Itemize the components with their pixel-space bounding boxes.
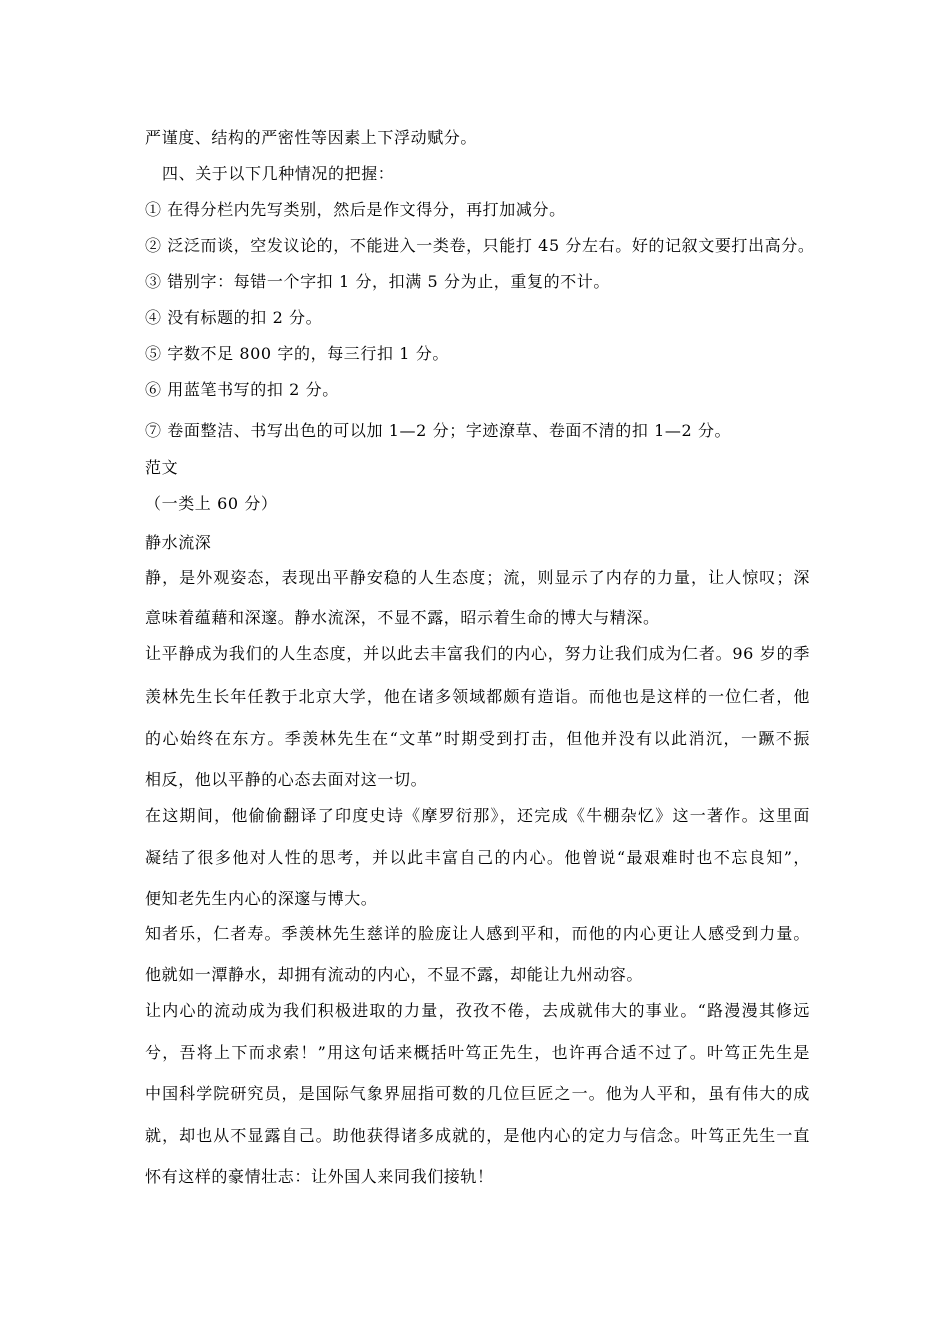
section-heading: 四、关于以下几种情况的把握： xyxy=(162,164,395,183)
essay-line: 就，却也从不显露自己。助他获得诸多成就的，是他内心的定力与信念。叶笃正先生一直 xyxy=(145,1126,810,1145)
essay-line: 让内心的流动成为我们积极进取的力量，孜孜不倦，去成就伟大的事业。“路漫漫其修远 xyxy=(145,1001,810,1020)
essay-title: 静水流深 xyxy=(145,533,212,552)
scoring-rule: ③ 错别字：每错一个字扣 1 分，扣满 5 分为止，重复的不计。 xyxy=(145,272,610,291)
scoring-rule: ⑥ 用蓝笔书写的扣 2 分。 xyxy=(145,380,339,399)
essay-line: 兮，吾将上下而求索！”用这句话来概括叶笃正先生，也许再合适不过了。叶笃正先生是 xyxy=(145,1043,810,1062)
essay-line: 相反，他以平静的心态去面对这一切。 xyxy=(145,770,428,789)
scoring-rule: ⑤ 字数不足 800 字的，每三行扣 1 分。 xyxy=(145,344,449,363)
essay-line: 让平静成为我们的人生态度，并以此去丰富我们的内心，努力让我们成为仁者。96 岁的季 xyxy=(145,644,810,663)
essay-line: 知者乐，仁者寿。季羡林先生慈详的脸庞让人感到平和，而他的内心更让人感受到力量。 xyxy=(145,924,810,943)
essay-line: 怀有这样的豪情壮志：让外国人来同我们接轨！ xyxy=(145,1167,494,1186)
essay-line: 羡林先生长年任教于北京大学，他在诸多领域都颇有造诣。而他也是这样的一位仁者，他 xyxy=(145,687,810,706)
essay-line: 意味着蕴藉和深邃。静水流深，不显不露，昭示着生命的博大与精深。 xyxy=(145,608,660,627)
scoring-rule: ⑦ 卷面整洁、书写出色的可以加 1—2 分；字迹潦草、卷面不清的扣 1—2 分。 xyxy=(145,421,732,440)
essay-line: 凝结了很多他对人性的思考，并以此丰富自己的内心。他曾说“最艰难时也不忘良知”， xyxy=(145,848,810,867)
essay-line: 便知老先生内心的深邃与博大。 xyxy=(145,889,378,908)
essay-line: 他就如一潭静水，却拥有流动的内心，不显不露，却能让九州动容。 xyxy=(145,965,644,984)
scoring-rule: ② 泛泛而谈，空发议论的，不能进入一类卷，只能打 45 分左右。好的记叙文要打出高分。 xyxy=(145,236,815,255)
essay-line: 中国科学院研究员，是国际气象界屈指可数的几位巨匠之一。他为人平和，虽有伟大的成 xyxy=(145,1084,810,1103)
scoring-rule: ① 在得分栏内先写类别，然后是作文得分，再打加减分。 xyxy=(145,200,566,219)
sample-essay-grade: （一类上 60 分） xyxy=(145,494,278,513)
essay-line: 的心始终在东方。季羡林先生在“文革”时期受到打击，但他并没有以此消沉，一蹶不振 xyxy=(145,729,810,748)
essay-line: 静，是外观姿态，表现出平静安稳的人生态度；流，则显示了内存的力量，让人惊叹；深 xyxy=(145,568,810,587)
scoring-continuation: 严谨度、结构的严密性等因素上下浮动赋分。 xyxy=(145,128,478,147)
scoring-rule: ④ 没有标题的扣 2 分。 xyxy=(145,308,323,327)
sample-essay-label: 范文 xyxy=(145,458,179,477)
essay-line: 在这期间，他偷偷翻译了印度史诗《摩罗衍那》，还完成《牛棚杂忆》这一著作。这里面 xyxy=(145,806,810,825)
